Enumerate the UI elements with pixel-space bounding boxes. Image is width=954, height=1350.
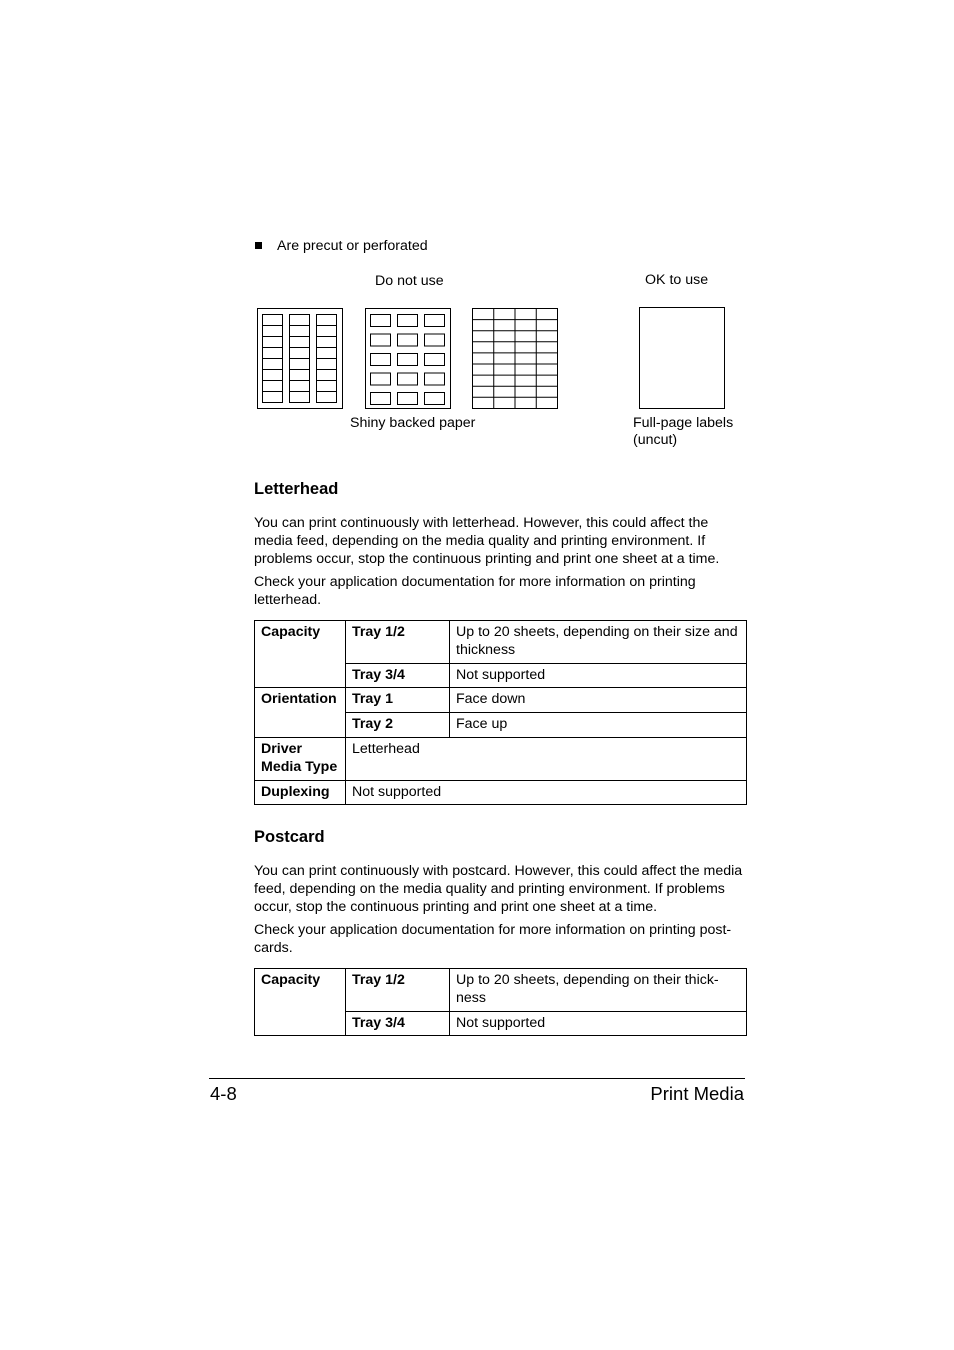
- sheet-column-labels: [258, 309, 343, 409]
- letterhead-spec-table: [254, 620, 747, 805]
- footer-page-number: 4-8: [210, 1083, 237, 1104]
- cell-driver-media-type: [255, 737, 346, 780]
- cell-tray-2: Tray 2: [346, 713, 450, 738]
- footer-rule: [209, 1078, 745, 1079]
- cell-tray-3-4-value: Not supported: [450, 1011, 747, 1036]
- caption-ok-to-use: OK to use: [645, 272, 709, 288]
- caption-shiny-backed-paper: Shiny backed paper: [350, 415, 476, 431]
- postcard-heading: Postcard: [254, 828, 325, 846]
- cell-tray-3-4: Tray 3/4: [346, 1011, 450, 1036]
- caption-do-not-use: Do not use: [375, 273, 444, 289]
- cell-capacity: Capacity: [255, 621, 346, 688]
- letterhead-paragraph-2: Check your application documentation for more information on printing letterhead.: [254, 574, 696, 608]
- cell-capacity: Capacity: [255, 969, 346, 1036]
- cell-driver-line-2: Media Type: [261, 758, 338, 775]
- cell-tray-1: Tray 1: [346, 688, 450, 713]
- sheet-full-page-label: [640, 308, 725, 409]
- cell-tray-1-2: Tray 1/2: [346, 969, 450, 1012]
- caption-full-page-labels: Full-page labels: [633, 415, 734, 431]
- letterhead-heading: Letterhead: [254, 480, 339, 498]
- caption-uncut: (uncut): [633, 432, 678, 448]
- letterhead-paragraph-1: You can print continuously with letterhead. However, this could affect the media feed, depending on the media quality and printing environment. If problems occur, stop the continuous printing and print one sheet at a time.: [254, 515, 720, 567]
- postcard-spec-table: [254, 968, 747, 1036]
- cell-tray-2-value: Face up: [450, 713, 747, 738]
- cell-duplexing-value: Not supported: [346, 780, 747, 805]
- cell-tray-3-4-value: Not supported: [450, 663, 747, 688]
- sheet-perforated-grid: [473, 309, 558, 409]
- postcard-paragraph-1: You can print continuously with postcard. However, this could affect the media feed, depending on the media quality and printing environment. If problems occur, stop the continuous printing and print one sheet at a time.: [254, 863, 743, 915]
- cell-duplexing: Duplexing: [255, 780, 346, 805]
- cell-tray-1-2-value: Up to 20 sheets, depending on their size and thickness: [450, 621, 747, 664]
- cell-tray-3-4: Tray 3/4: [346, 663, 450, 688]
- bullet-text: Are precut or perforated: [277, 238, 428, 254]
- cell-tray-1-2-value: Up to 20 sheets, depending on their thick-ness: [450, 969, 747, 1012]
- footer-section-title: Print Media: [650, 1083, 744, 1104]
- sheet-small-labels: [366, 309, 451, 409]
- cell-orientation: Orientation: [255, 688, 346, 738]
- cell-tray-1-2: Tray 1/2: [346, 621, 450, 664]
- cell-driver-line-1: Driver: [261, 740, 303, 757]
- postcard-paragraph-2: Check your application documentation for more information on printing post-cards.: [254, 922, 732, 956]
- cell-tray-1-value: Face down: [450, 688, 747, 713]
- cell-driver-value: Letterhead: [346, 737, 747, 780]
